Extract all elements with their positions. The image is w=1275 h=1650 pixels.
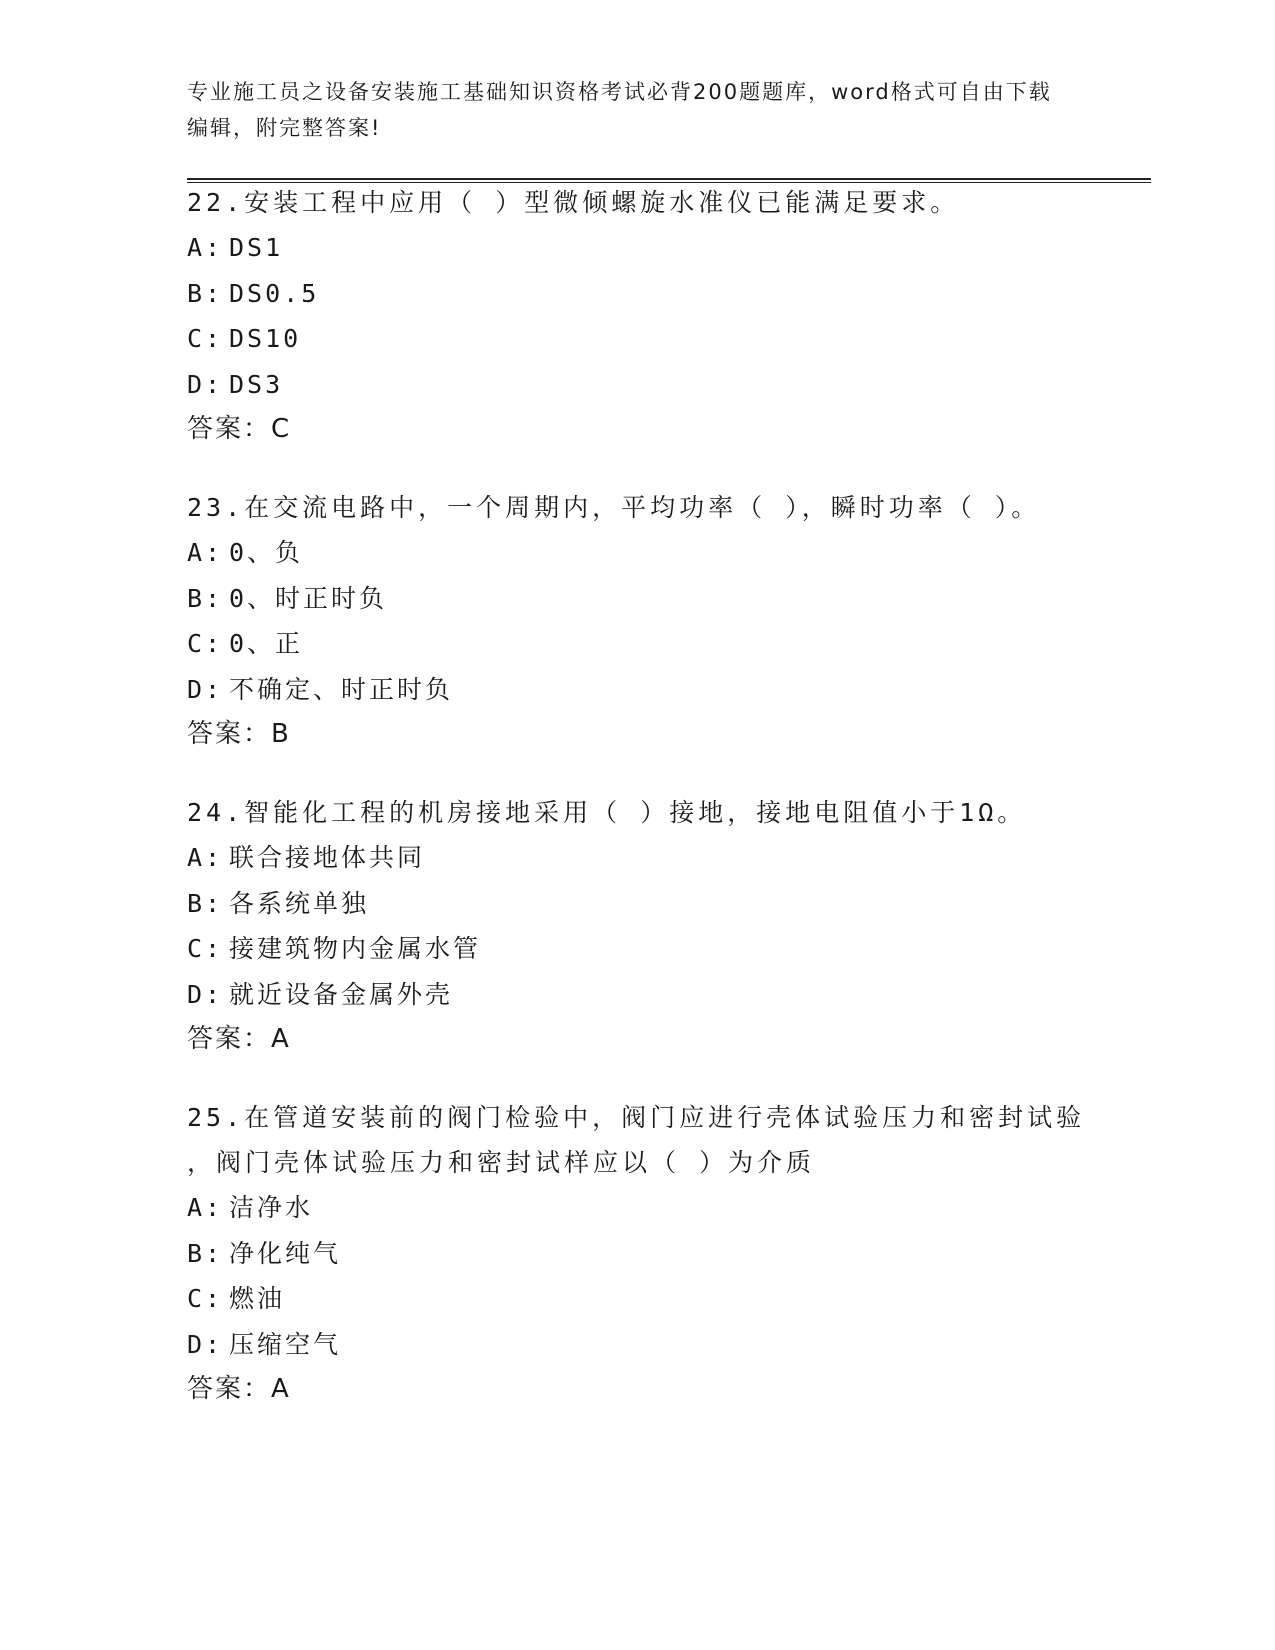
- question-text-line-1: 25.在管道安装前的阀门检验中，阀门应进行壳体试验压力和密封试验: [187, 1103, 1086, 1132]
- option-letter: D:: [187, 1329, 224, 1359]
- answer-label: 答案：: [187, 414, 272, 444]
- option-c: [187, 926, 1087, 972]
- option-text: DS3: [229, 369, 284, 399]
- answer-label: 答案：: [187, 1024, 272, 1054]
- option-b: [187, 881, 1087, 927]
- option-d: [187, 667, 1087, 713]
- option-text: 压缩空气: [229, 1329, 342, 1359]
- answer-line: [187, 712, 1087, 757]
- option-c: [187, 621, 1087, 667]
- option-letter: D:: [187, 979, 224, 1009]
- option-text: DS10: [229, 324, 302, 353]
- option-b: [187, 1231, 1087, 1277]
- document-header: 专业施工员之设备安装施工基础知识资格考试必背200题题库，word格式可自由下载编辑，附完整答案!: [187, 80, 1052, 140]
- option-text: 各系统单独: [229, 888, 370, 918]
- answer-value: A: [271, 1024, 291, 1054]
- question-text: 22.安装工程中应用（ ）型微倾螺旋水准仪已能满足要求。: [187, 188, 960, 217]
- option-text: 联合接地体共同: [229, 843, 426, 872]
- option-text: 就近设备金属外壳: [229, 979, 454, 1009]
- option-letter: C:: [187, 1284, 224, 1313]
- option-letter: B:: [187, 888, 224, 918]
- question-text: 23.在交流电路中，一个周期内，平均功率（ ），瞬时功率（ ）。: [187, 493, 1041, 522]
- option-letter: D:: [187, 674, 224, 704]
- option-letter: C:: [187, 934, 224, 963]
- option-b: [187, 271, 1087, 317]
- option-text: DS1: [229, 233, 284, 262]
- option-a: [187, 1185, 1087, 1231]
- option-letter: C:: [187, 629, 224, 658]
- option-text: 接建筑物内金属水管: [229, 934, 482, 963]
- answer-value: B: [271, 719, 291, 749]
- option-text: 0、负: [229, 538, 304, 567]
- question-23: [187, 485, 1087, 757]
- question-24: [187, 790, 1087, 1062]
- answer-line: [187, 407, 1087, 452]
- option-d: [187, 972, 1087, 1018]
- answer-line: [187, 1017, 1087, 1062]
- question-text: [187, 1095, 1087, 1185]
- option-d: [187, 1322, 1087, 1368]
- option-text: DS0.5: [229, 278, 320, 308]
- option-letter: A:: [187, 233, 224, 262]
- answer-label: 答案：: [187, 1374, 272, 1404]
- option-letter: A:: [187, 1193, 224, 1222]
- option-a: [187, 530, 1087, 576]
- answer-line: [187, 1367, 1087, 1412]
- question-25: [187, 1095, 1087, 1412]
- option-a: [187, 835, 1087, 881]
- answer-value: C: [271, 414, 292, 444]
- option-letter: B:: [187, 1238, 224, 1268]
- option-text: 0、正: [229, 629, 304, 658]
- question-22: [187, 180, 1087, 452]
- answer-label: 答案：: [187, 719, 272, 749]
- option-letter: D:: [187, 369, 224, 399]
- option-c: [187, 1276, 1087, 1322]
- option-letter: B:: [187, 583, 224, 613]
- option-c: [187, 316, 1087, 362]
- option-text: 净化纯气: [229, 1238, 342, 1268]
- answer-value: A: [271, 1374, 291, 1404]
- option-letter: B:: [187, 278, 224, 308]
- question-text: 24.智能化工程的机房接地采用（ ）接地，接地电阻值小于1Ω。: [187, 798, 1027, 827]
- option-letter: C:: [187, 324, 224, 353]
- option-letter: A:: [187, 843, 224, 872]
- option-text: 洁净水: [229, 1193, 314, 1222]
- option-letter: A:: [187, 538, 224, 567]
- question-text-line-2: ，阀门壳体试验压力和密封试样应以（ ）为介质: [187, 1148, 816, 1177]
- option-a: [187, 225, 1087, 271]
- option-b: [187, 576, 1087, 622]
- option-text: 燃油: [229, 1284, 286, 1313]
- option-d: [187, 362, 1087, 408]
- option-text: 0、时正时负: [229, 583, 388, 613]
- option-text: 不确定、时正时负: [229, 674, 454, 704]
